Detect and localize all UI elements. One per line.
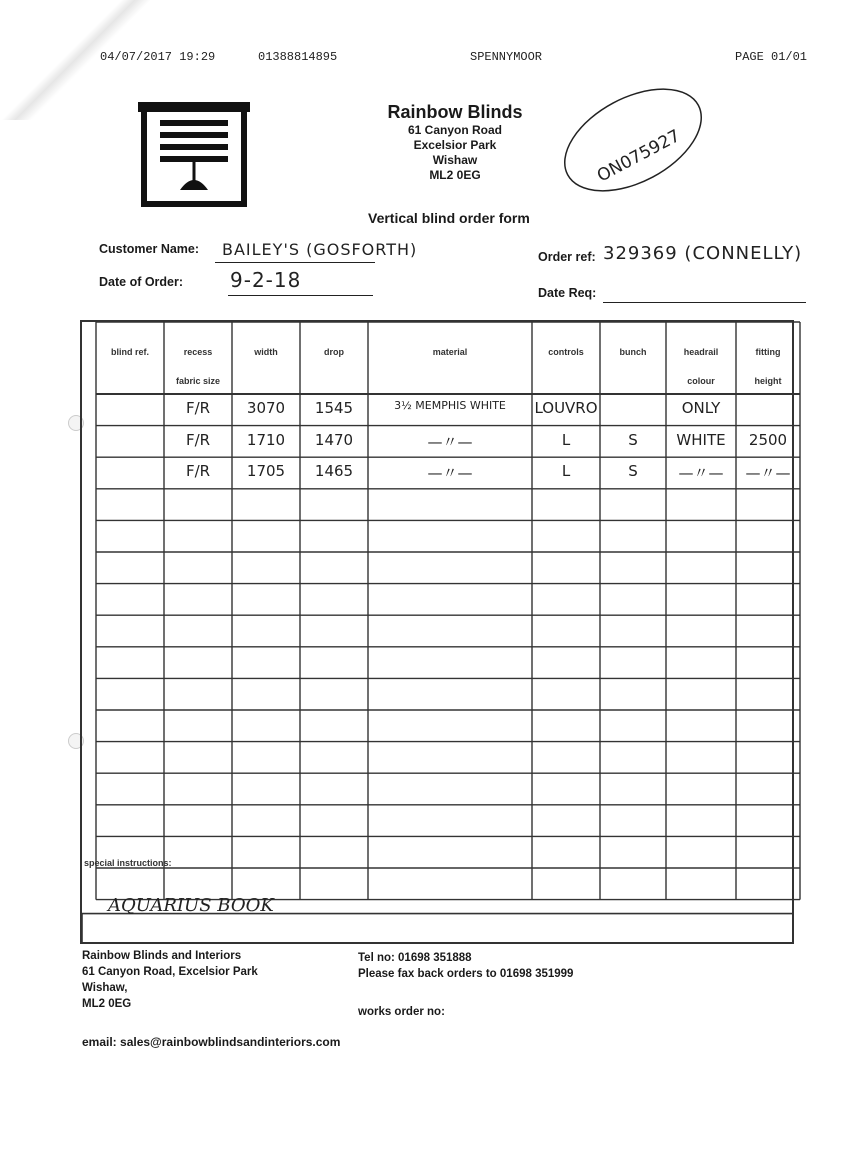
footer-address-line: Wishaw,	[82, 982, 128, 994]
customer-name-value: BAILEY'S (GOSFORTH)	[222, 240, 418, 259]
customer-name-label: Customer Name:	[99, 242, 200, 256]
company-address-line: Excelsior Park	[413, 138, 497, 152]
column-header: headrail	[683, 347, 719, 357]
company-address-line: ML2 0EG	[429, 168, 481, 182]
fax-datetime: 04/07/2017 19:29	[100, 50, 216, 64]
fax-page: PAGE 01/01	[735, 50, 808, 64]
footer-address-line: ML2 0EG	[82, 998, 132, 1010]
footer-address-line: 61 Canyon Road, Excelsior Park	[82, 966, 258, 978]
column-header: material	[432, 347, 468, 357]
works-order-label: works order no:	[358, 1006, 445, 1018]
column-header: width	[254, 347, 278, 357]
table-cell: S	[628, 430, 638, 449]
table-cell: 3070	[246, 399, 286, 417]
order-ref-value: 329369 (CONNELLY)	[603, 243, 803, 264]
special-instructions-value: AQUARIUS BOOK	[108, 895, 274, 916]
column-header-subline: fabric size	[175, 376, 221, 386]
column-header: controls	[548, 347, 584, 357]
column-header-subline: height	[754, 376, 782, 386]
table-cell: 1710	[246, 430, 286, 449]
table-cell: —〃—	[745, 464, 791, 483]
company-address-line: 61 Canyon Road	[407, 123, 503, 137]
form-title: Vertical blind order form	[368, 210, 530, 226]
footer-fax: Please fax back orders to 01698 351999	[358, 968, 574, 980]
table-cell: L	[561, 462, 571, 481]
table-cell: LOUVRO	[534, 399, 598, 417]
table-cell: ONLY	[681, 399, 721, 417]
column-header: fitting	[755, 347, 781, 357]
table-cell: 1465	[314, 462, 354, 481]
column-header: drop	[324, 347, 344, 357]
footer-email[interactable]: email: sales@rainbowblindsandinteriors.com	[82, 1035, 341, 1049]
column-header: blind ref.	[111, 347, 149, 357]
date-of-order-value: 9-2-18	[230, 268, 302, 292]
stamp-number: ON075927	[593, 125, 684, 187]
table-cell: —〃—	[427, 464, 473, 483]
fax-number: 01388814895	[258, 50, 338, 64]
table-cell: —〃—	[427, 432, 473, 451]
table-cell: 2500	[748, 430, 788, 449]
table-cell: L	[561, 430, 571, 449]
company-address-line: Wishaw	[432, 153, 478, 167]
table-cell: 1470	[314, 430, 354, 449]
table-cell: 3½ MEMPHIS WHITE	[394, 399, 506, 412]
column-header-subline: colour	[687, 376, 715, 386]
date-of-order-label: Date of Order:	[99, 275, 184, 289]
table-cell: S	[628, 462, 638, 481]
footer-address-line: Rainbow Blinds and Interiors	[82, 950, 242, 962]
company-name: Rainbow Blinds	[387, 102, 523, 122]
order-ref-label: Order ref:	[538, 250, 596, 264]
special-instructions-label: special instructions:	[84, 858, 172, 868]
footer-address	[82, 948, 258, 1012]
table-cell: F/R	[185, 399, 211, 417]
fax-location: SPENNYMOOR	[470, 50, 543, 64]
table-cell: WHITE	[676, 430, 726, 449]
footer-contact	[358, 950, 573, 982]
footer-tel: Tel no: 01698 351888	[358, 952, 472, 964]
table-cell: F/R	[185, 430, 211, 449]
column-header: recess	[183, 347, 213, 357]
table-cell: 1545	[314, 399, 354, 417]
column-header: bunch	[619, 347, 647, 357]
table-cell: F/R	[185, 462, 211, 481]
table-cell: —〃—	[678, 464, 724, 483]
table-cell: 1705	[246, 462, 286, 481]
date-req-label: Date Req:	[538, 286, 597, 300]
